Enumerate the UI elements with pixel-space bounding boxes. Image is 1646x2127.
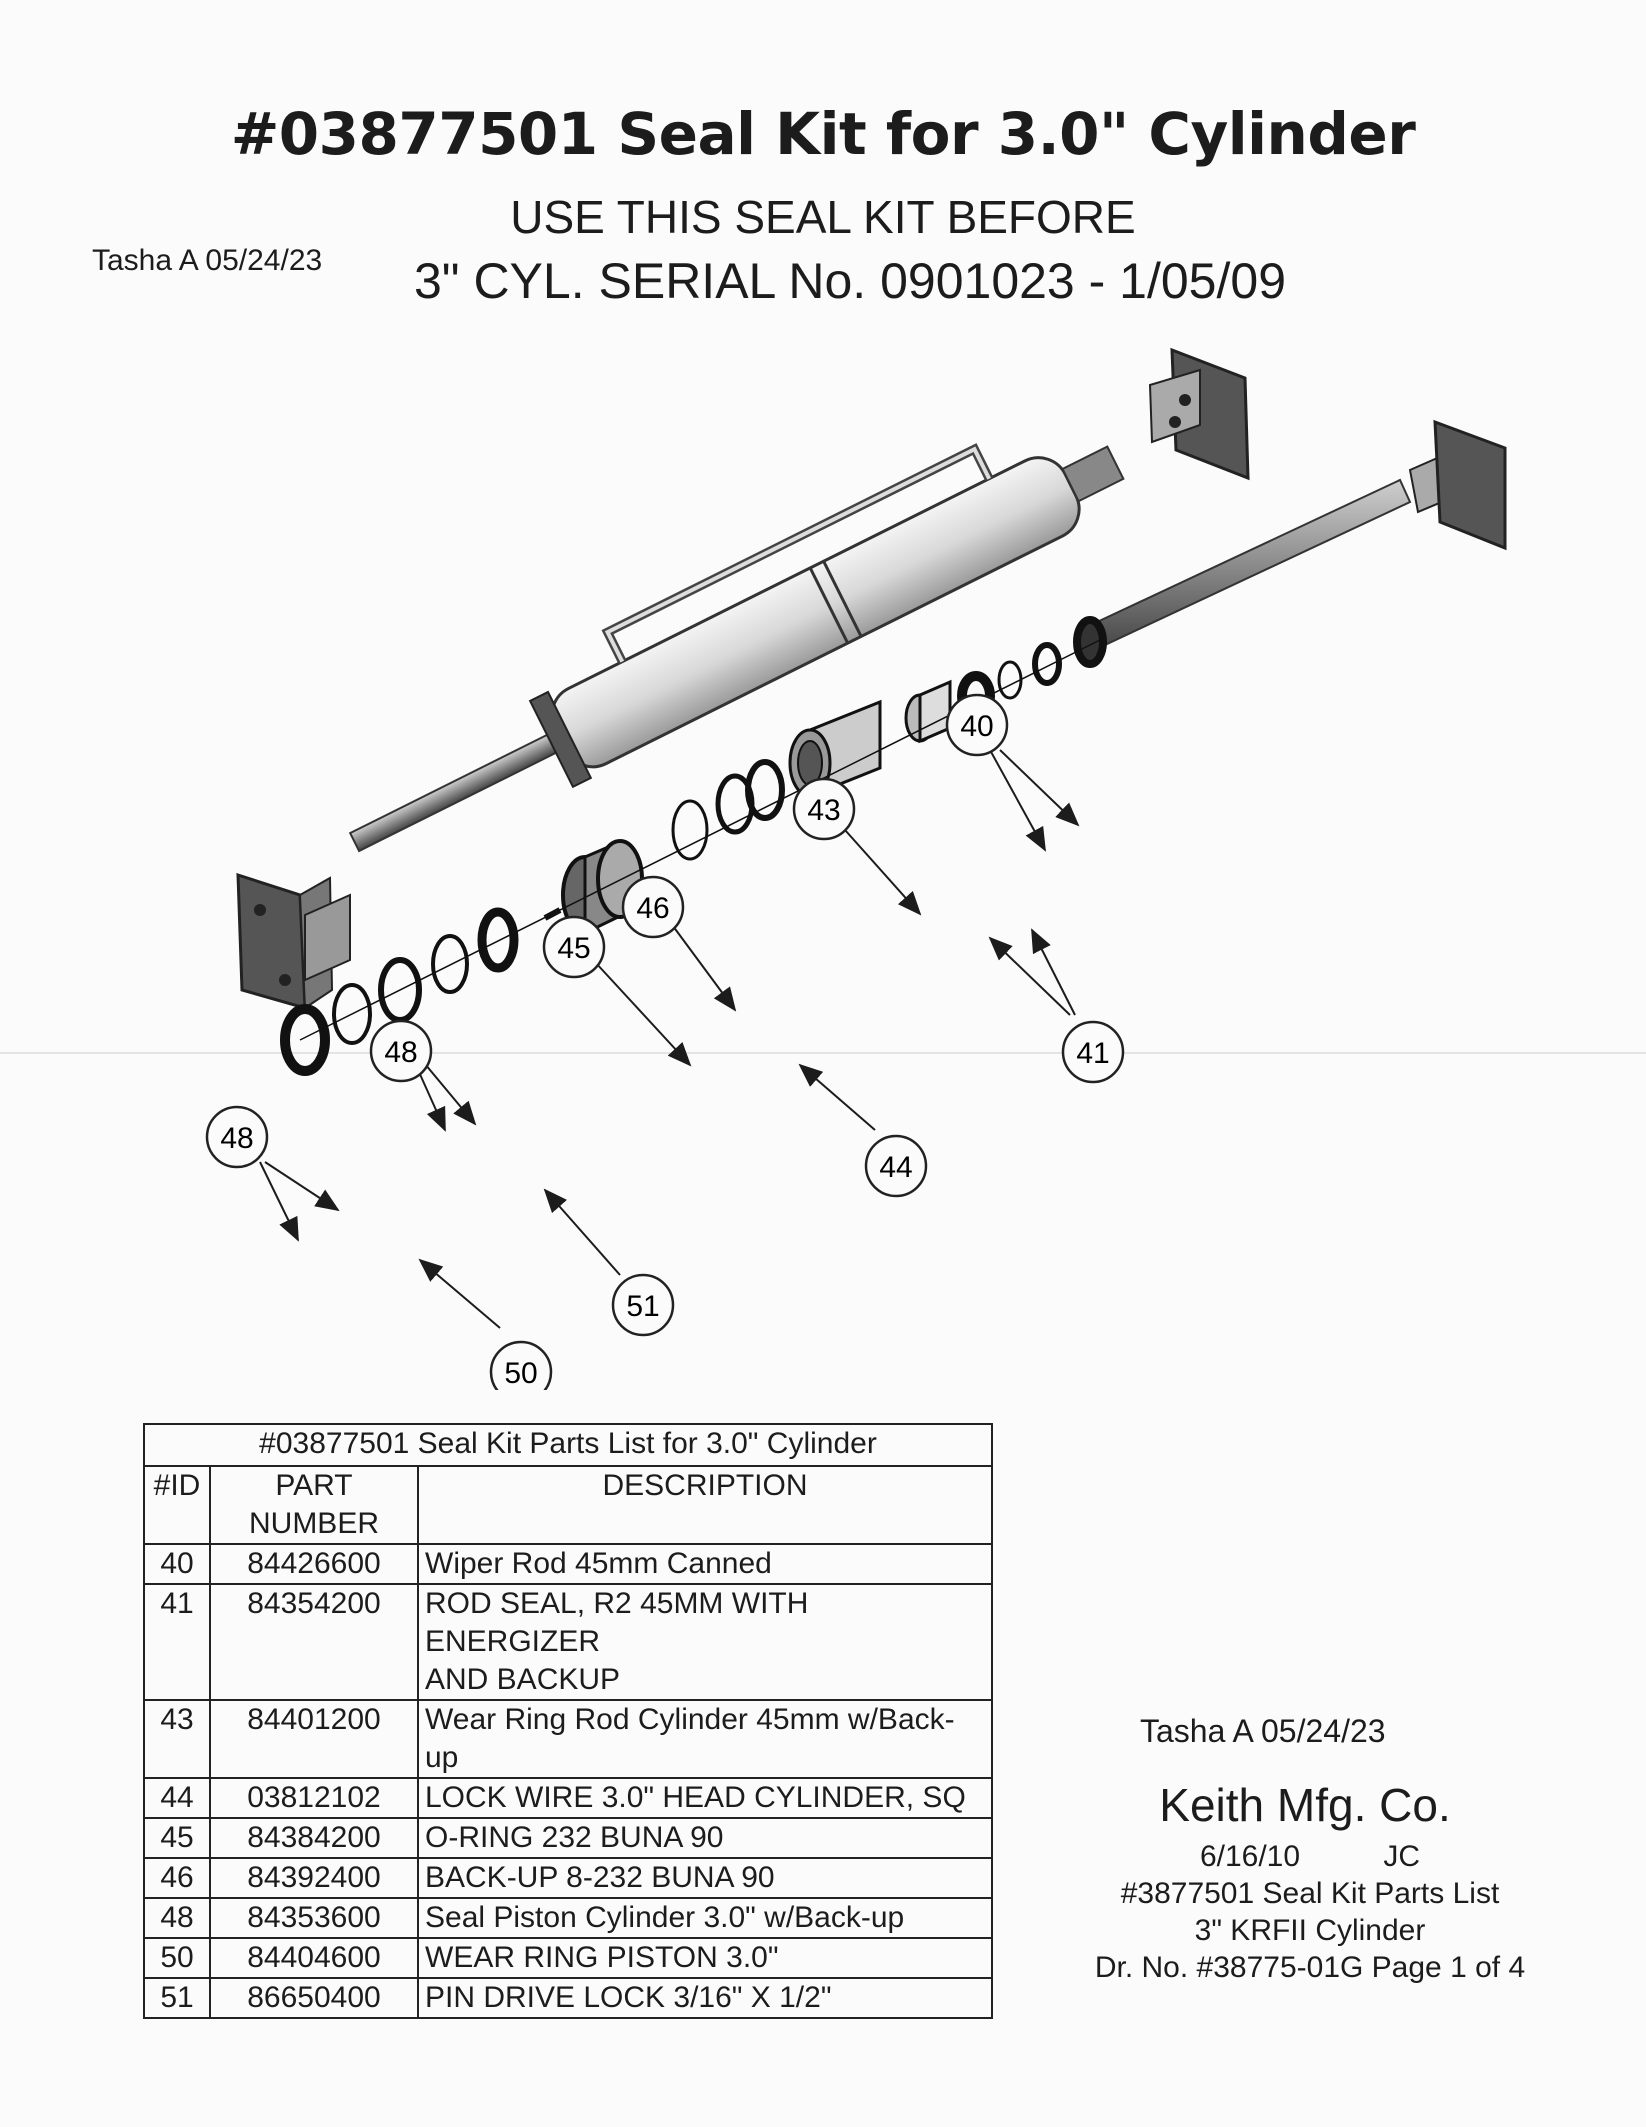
- table-row: [144, 1858, 992, 1898]
- handwritten-note-top: Tasha A 05/24/23: [92, 244, 323, 277]
- cell-part-number: 84353600: [210, 1898, 418, 1938]
- part-48-seal-d: [285, 1009, 325, 1071]
- parts-list-table: [143, 1423, 993, 2019]
- callout-50: [491, 1342, 551, 1390]
- cell-id: 46: [144, 1858, 210, 1898]
- callout-40: [947, 695, 1007, 755]
- cell-part-number: 84426600: [210, 1544, 418, 1584]
- callout-43: [794, 779, 854, 839]
- table-row: [144, 1898, 992, 1938]
- handwritten-note-bottom: Tasha A 05/24/23: [1140, 1713, 1386, 1749]
- table-caption: #03877501 Seal Kit Parts List for 3.0" Cylinder: [144, 1424, 992, 1466]
- svg-text:43: 43: [807, 794, 841, 827]
- svg-text:44: 44: [879, 1151, 913, 1184]
- title-block-cylinder: 3" KRFII Cylinder: [1194, 1914, 1426, 1947]
- cell-id: 40: [144, 1544, 210, 1584]
- cell-part-number: 84404600: [210, 1938, 418, 1978]
- company-name: Keith Mfg. Co.: [1159, 1779, 1451, 1831]
- page-title: #03877501 Seal Kit for 3.0" Cylinder: [230, 100, 1416, 168]
- cell-description-line1: ROD SEAL, R2 45MM WITH ENERGIZER: [425, 1587, 809, 1658]
- part-41-ring-a: [1035, 645, 1059, 683]
- table-row: [144, 1778, 992, 1818]
- part-43-wear-ring: [906, 682, 950, 741]
- callout-41: [1063, 1022, 1123, 1082]
- table-header-row: [144, 1466, 992, 1544]
- piston-rod: [1078, 422, 1505, 664]
- svg-text:50: 50: [504, 1357, 538, 1390]
- callout-44: [866, 1136, 926, 1196]
- svg-text:48: 48: [384, 1036, 418, 1069]
- col-header-part-number: PART NUMBER: [210, 1466, 418, 1544]
- title-block-doc-title: #3877501 Seal Kit Parts List: [1120, 1877, 1500, 1910]
- table-row: [144, 1544, 992, 1584]
- cell-description: O-RING 232 BUNA 90: [418, 1818, 992, 1858]
- callout-48-top: [371, 1021, 431, 1081]
- callout-46: [623, 877, 683, 937]
- cell-description: WEAR RING PISTON 3.0": [418, 1938, 992, 1978]
- cell-part-number: 84384200: [210, 1818, 418, 1858]
- table-row: [144, 1978, 992, 2018]
- part-48-seal-b: [433, 936, 467, 992]
- cell-description: [418, 1584, 992, 1700]
- table-row: [144, 1584, 992, 1700]
- cell-part-number: 84401200: [210, 1700, 418, 1778]
- part-48-seal-a: [482, 912, 514, 968]
- part-41-ring-b: [999, 662, 1021, 698]
- cell-id: 48: [144, 1898, 210, 1938]
- title-block-drawing-number: Dr. No. #38775-01G Page 1 of 4: [1094, 1951, 1526, 1984]
- cell-description: BACK-UP 8-232 BUNA 90: [418, 1858, 992, 1898]
- table-row: [144, 1818, 992, 1858]
- col-header-id: #ID: [144, 1466, 210, 1544]
- svg-text:40: 40: [960, 710, 994, 743]
- table-row: [144, 1938, 992, 1978]
- cell-part-number: 84354200: [210, 1584, 418, 1700]
- exploded-diagram: [0, 330, 1646, 1390]
- cell-description: Seal Piston Cylinder 3.0" w/Back-up: [418, 1898, 992, 1938]
- cell-id: 50: [144, 1938, 210, 1978]
- title-block-date: 6/16/10 JC: [1199, 1840, 1421, 1873]
- cell-part-number: 03812102: [210, 1778, 418, 1818]
- assembled-cylinder: [321, 396, 1137, 885]
- cell-id: 43: [144, 1700, 210, 1778]
- end-mount-right-upper: [1150, 350, 1248, 478]
- callout-51: [613, 1275, 673, 1335]
- svg-text:45: 45: [557, 932, 591, 965]
- usage-note-line1: USE THIS SEAL KIT BEFORE: [510, 191, 1136, 243]
- end-mount-left: [238, 875, 350, 1008]
- svg-text:46: 46: [636, 892, 670, 925]
- title-block: [1040, 1838, 1580, 1986]
- cell-description: Wear Ring Rod Cylinder 45mm w/Back-up: [418, 1700, 992, 1778]
- cell-description: LOCK WIRE 3.0" HEAD CYLINDER, SQ: [418, 1778, 992, 1818]
- col-header-description: DESCRIPTION: [418, 1466, 992, 1544]
- cell-description: PIN DRIVE LOCK 3/16" X 1/2": [418, 1978, 992, 2018]
- svg-text:48: 48: [220, 1122, 254, 1155]
- cell-description-line2: AND BACKUP: [425, 1663, 621, 1696]
- cell-part-number: 84392400: [210, 1858, 418, 1898]
- cell-id: 45: [144, 1818, 210, 1858]
- table-row: [144, 1700, 992, 1778]
- part-46-backup-b: [718, 776, 752, 832]
- callout-48-left: [207, 1107, 267, 1167]
- svg-text:41: 41: [1076, 1037, 1110, 1070]
- cell-description: Wiper Rod 45mm Canned: [418, 1544, 992, 1584]
- callout-45: [544, 917, 604, 977]
- usage-note-line2: 3" CYL. SERIAL No. 0901023 - 1/05/09: [414, 253, 1286, 309]
- svg-text:51: 51: [626, 1290, 660, 1323]
- cell-id: 44: [144, 1778, 210, 1818]
- cell-part-number: 86650400: [210, 1978, 418, 2018]
- cell-id: 41: [144, 1584, 210, 1700]
- cell-id: 51: [144, 1978, 210, 2018]
